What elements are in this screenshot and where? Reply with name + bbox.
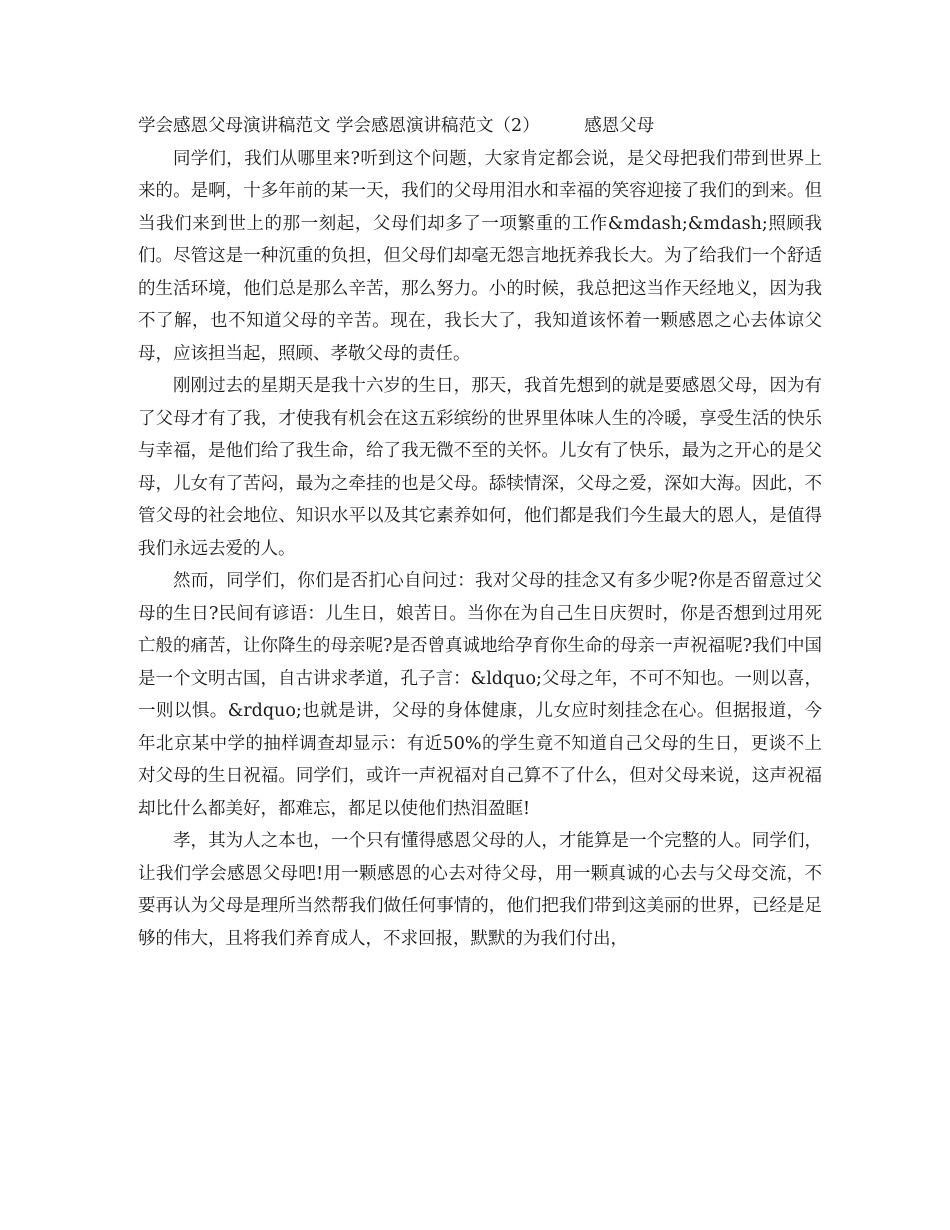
document-title: 学会感恩父母演讲稿范文 学会感恩演讲稿范文（2） 感恩父母 — [138, 116, 655, 136]
paragraph-2: 刚刚过去的星期天是我十六岁的生日，那天，我首先想到的就是要感恩父母，因为有了父母才有了我，才使我有机会在这五彩缤纷的世界里体味人生的冷暖，享受生活的快乐与幸福，是他们给了我生命，给了我无微不至的关怀。儿女有了快乐，最为之开心的是父母，儿女有了苦闷，最为之牵挂的也是父母。舔犊情深，父母之爱，深如大海。因此，不管父母的社会地位、知识水平以及其它素养如何，他们都是我们今生最大的恩人，是值得我们永远去爱的人。 — [138, 376, 822, 559]
paragraph-3: 然而，同学们，你们是否扪心自问过：我对父母的挂念又有多少呢?你是否留意过父母的生日?民间有谚语：儿生日，娘苦日。当你在为自己生日庆贺时，你是否想到过用死亡般的痛苦，让你降生的母亲呢?是否曾真诚地给孕育你生命的母亲一声祝福呢?我们中国是一个文明古国，自古讲求孝道，孔子言：&ldquo;父母之年，不可不知也。一则以喜，一则以惧。&rdquo;也就是讲，父母的身体健康，儿女应时刻挂念在心。但据报道，今年北京某中学的抽样调查却显示：有近50%的学生竟不知道自己父母的生日，更谈不上对父母的生日祝福。同学们，或许一声祝福对自己算不了什么，但对父母来说，这声祝福却比什么都美好，都难忘，都足以使他们热泪盈眶! — [138, 571, 822, 819]
document-page — [138, 110, 822, 955]
paragraph-1: 同学们，我们从哪里来?听到这个问题，大家肯定都会说，是父母把我们带到世界上来的。是啊，十多年前的某一天，我们的父母用泪水和幸福的笑容迎接了我们的到来。但当我们来到世上的那一刻起，父母们却多了一项繁重的工作&mdash;&mdash;照顾我们。尽管这是一种沉重的负担，但父母们却毫无怨言地抚养我长大。为了给我们一个舒适的生活环境，他们总是那么辛苦，那么努力。小的时候，我总把这当作天经地义，因为我不了解，也不知道父母的辛苦。现在，我长大了，我知道该怀着一颗感恩之心去体谅父母，应该担当起，照顾、孝敬父母的责任。 — [138, 148, 822, 364]
paragraph-4: 孝，其为人之本也，一个只有懂得感恩父母的人，才能算是一个完整的人。同学们，让我们学会感恩父母吧!用一颗感恩的心去对待父母，用一颗真诚的心去与父母交流，不要再认为父母是理所当然帮我们做任何事情的，他们把我们带到这美丽的世界，已经是足够的伟大，且将我们养育成人，不求回报，默默的为我们付出， — [138, 831, 822, 949]
